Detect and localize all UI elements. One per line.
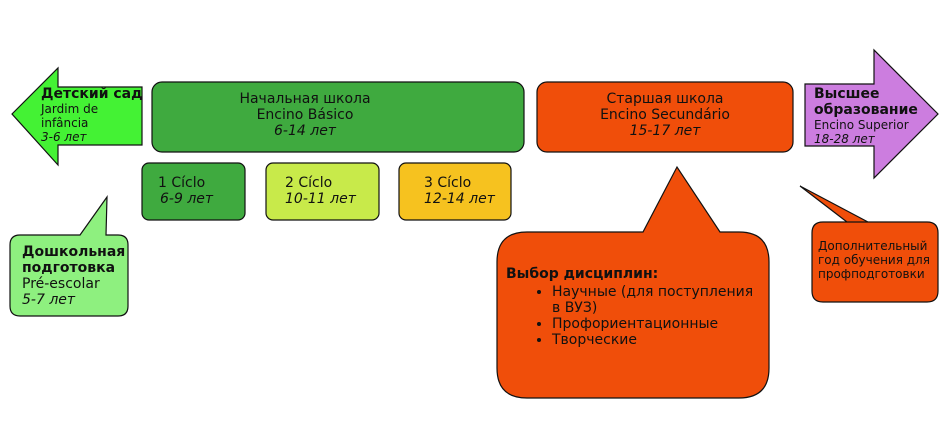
preschool-subtitle: Pré-escolar (22, 276, 100, 292)
cycle-3-ages: 12-14 лет (424, 191, 495, 207)
primary-text (152, 91, 458, 139)
primary-ages: 6-14 лет (274, 123, 336, 139)
primary-title: Начальная школа (239, 91, 371, 107)
higher-education-subtitle: Encino Superior (814, 118, 909, 132)
preschool-text (22, 244, 126, 308)
subjects-text (506, 266, 764, 348)
higher-education-text (814, 86, 926, 146)
secondary-title: Старшая школа (606, 91, 724, 107)
higher-education-title: Высшее образование (814, 86, 918, 118)
subject-item: • Научные (для поступления в ВУЗ) (552, 284, 764, 316)
secondary-ages: 15-17 лет (629, 123, 701, 139)
subjects-heading: Выбор дисциплин: (506, 266, 659, 282)
kindergarten-text (41, 86, 145, 144)
cycle-1-ages: 6-9 лет (160, 191, 214, 207)
preschool-title: Дошкольная подготовка (22, 244, 126, 276)
kindergarten-title: Детский сад (41, 86, 143, 102)
kindergarten-subtitle: Jardim de infância (41, 102, 99, 130)
secondary-text (537, 91, 793, 139)
cycle-3-label: 3 Cíclo (424, 175, 472, 191)
cycle-1-text (158, 175, 213, 207)
primary-subtitle: Encino Básico (256, 107, 354, 123)
cycle-2-ages: 10-11 лет (285, 191, 356, 207)
cycle-1-label: 1 Cíclo (158, 175, 206, 191)
higher-education-ages: 18-28 лет (814, 132, 875, 146)
subject-item: • Творческие (552, 332, 764, 348)
cycle-2-label: 2 Cíclo (285, 175, 333, 191)
secondary-subtitle: Encino Secundário (600, 107, 730, 123)
cycle-2-text (285, 175, 356, 207)
subject-item: • Профориентационные (552, 316, 764, 332)
extra-year-text: Дополнительный год обучения для профподготовки (818, 239, 930, 281)
kindergarten-ages: 3-6 лет (41, 130, 87, 144)
subjects-list (506, 284, 764, 348)
preschool-ages: 5-7 лет (22, 292, 76, 308)
cycle-3-text (424, 175, 495, 207)
